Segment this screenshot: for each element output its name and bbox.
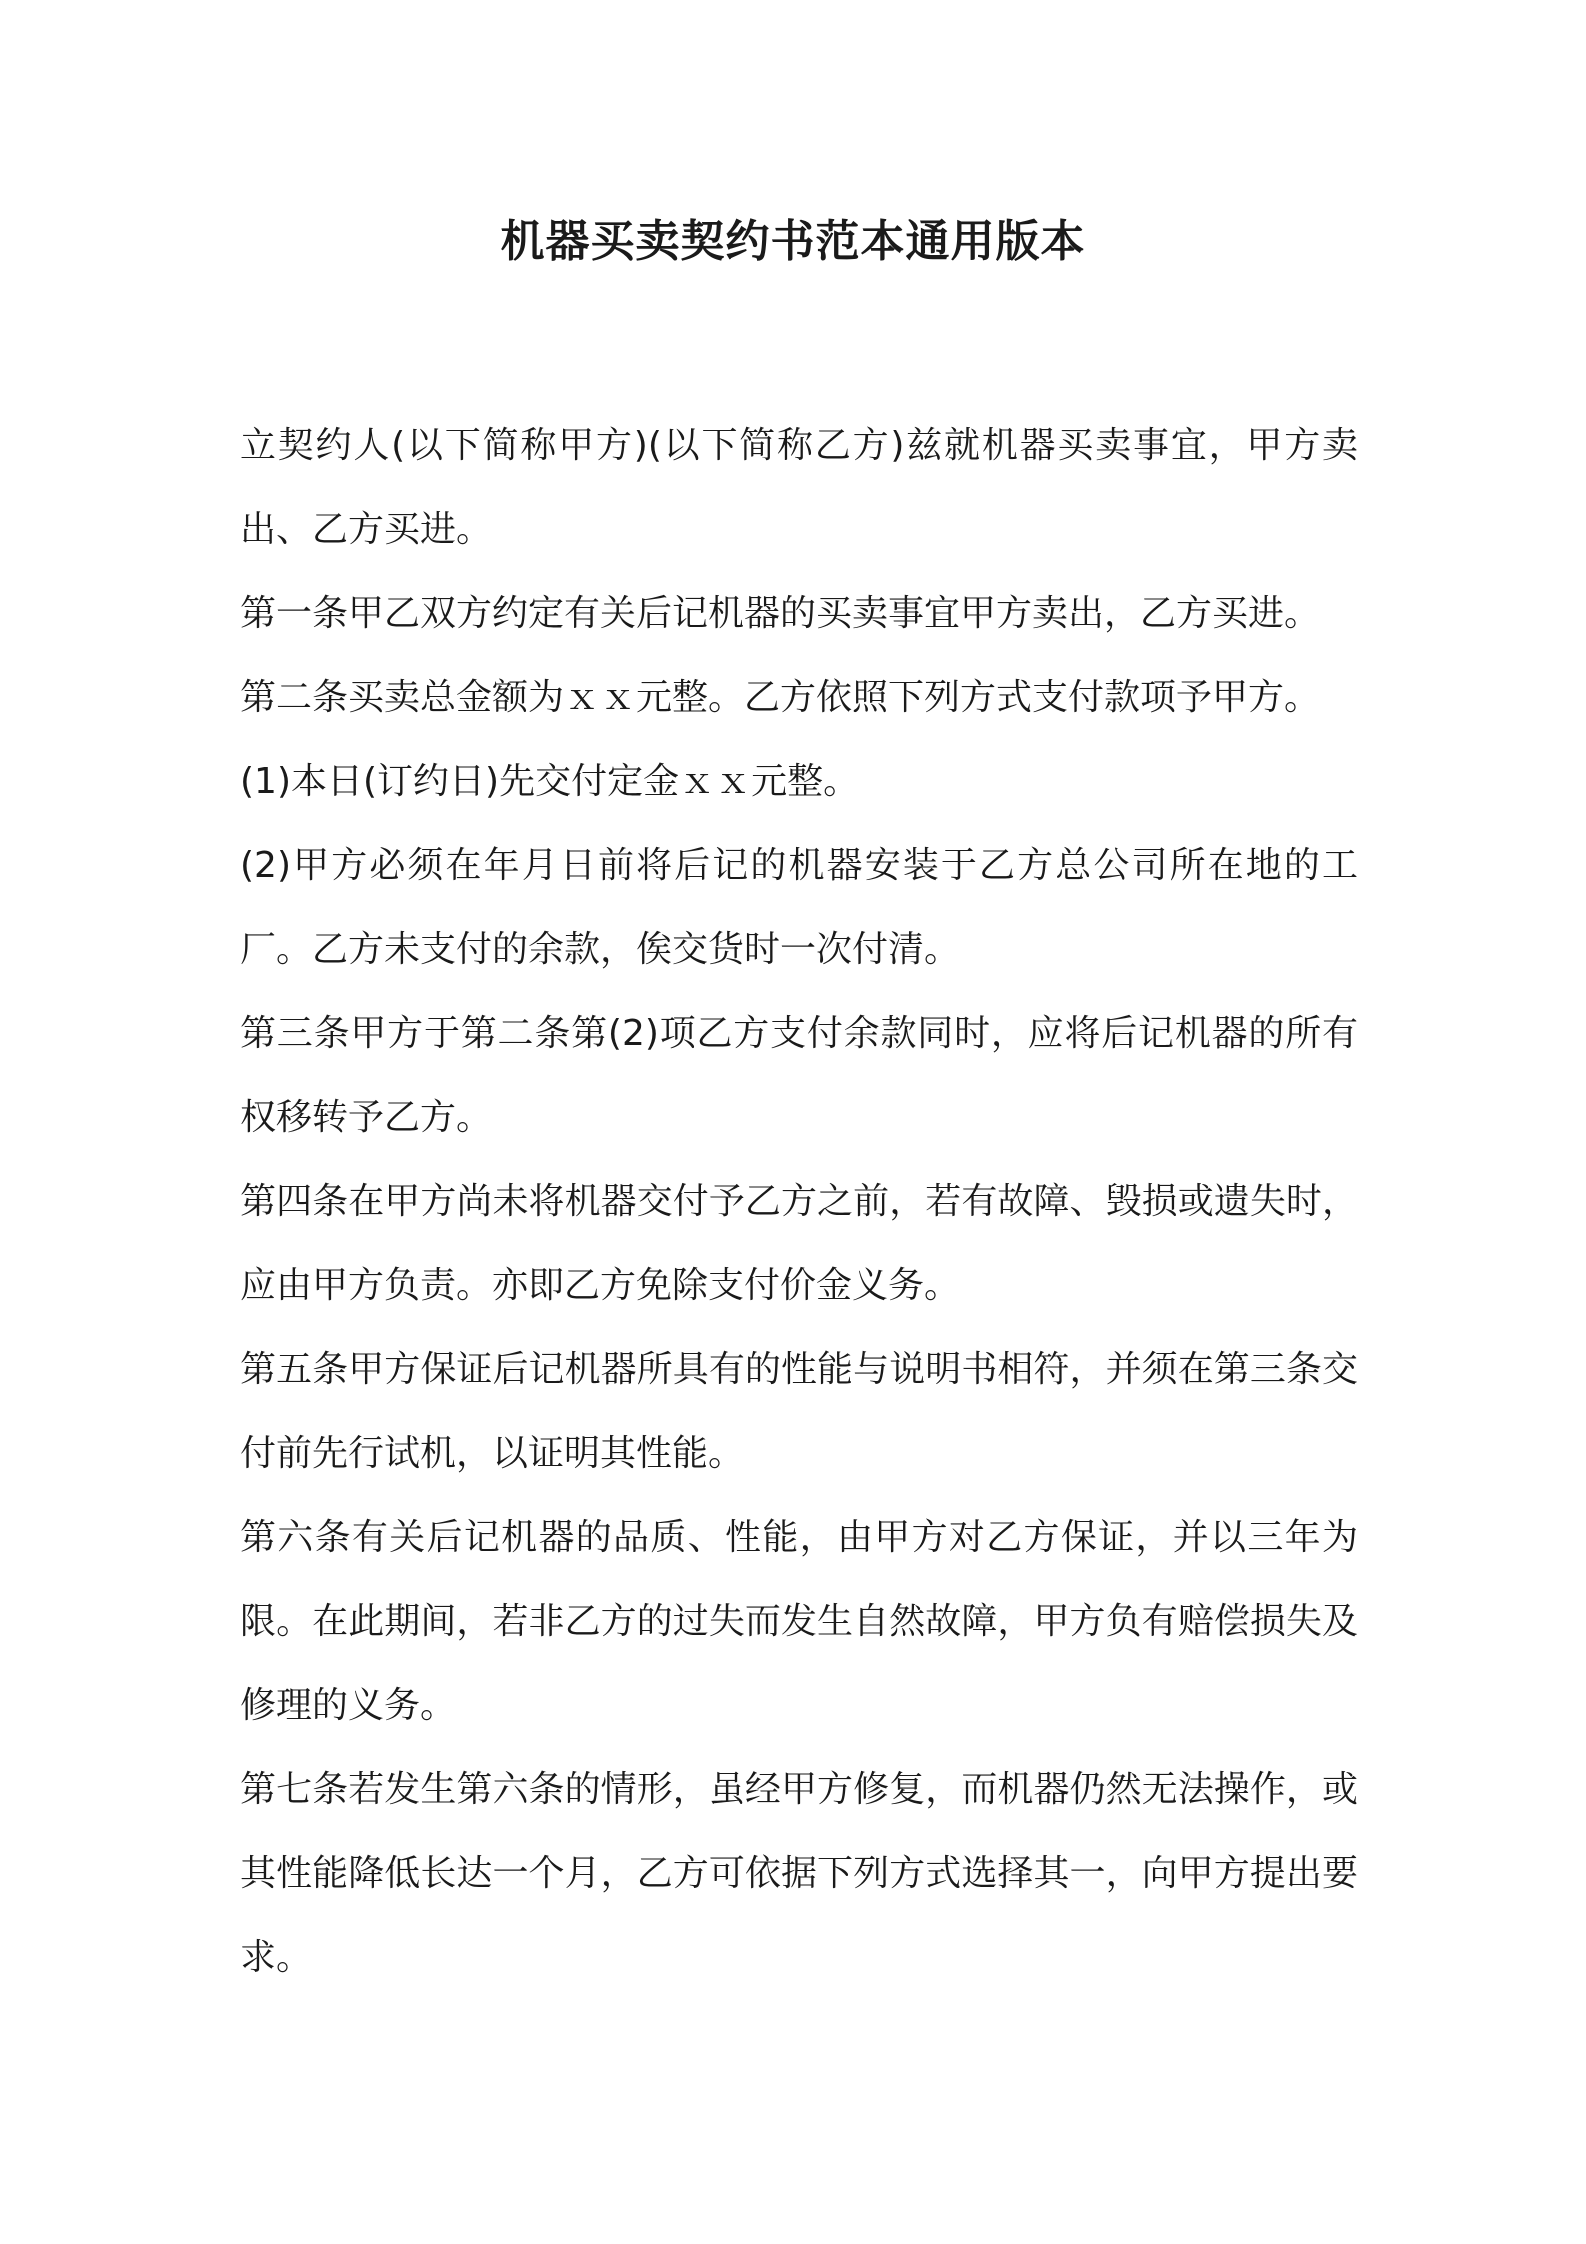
document-title: 机器买卖契约书范本通用版本	[500, 216, 1086, 267]
paragraph-article-2: 第二条买卖总金额为ｘｘ元整。乙方依照下列方式支付款项予甲方。	[240, 677, 1321, 718]
paragraph-article-5: 第五条甲方保证后记机器所具有的性能与说明书相符，并须在第三条交付前先行试机，以证明其性能。	[240, 1349, 1358, 1474]
document-body	[240, 404, 1358, 2000]
paragraph-article-7: 第七条若发生第六条的情形，虽经甲方修复，而机器仍然无法操作，或其性能降低长达一个月，乙方可依据下列方式选择其一，向甲方提出要求。	[240, 1769, 1358, 1978]
paragraph-intro: 立契约人(以下简称甲方)(以下简称乙方)兹就机器买卖事宜，甲方卖出、乙方买进。	[240, 425, 1358, 550]
paragraph-article-4: 第四条在甲方尚未将机器交付予乙方之前，若有故障、毁损或遗失时，应由甲方负责。亦即乙方免除支付价金义务。	[240, 1181, 1358, 1306]
paragraph-article-2-item-2: (2)甲方必须在年月日前将后记的机器安装于乙方总公司所在地的工厂。乙方未支付的余款，俟交货时一次付清。	[240, 845, 1358, 970]
paragraph-article-1: 第一条甲乙双方约定有关后记机器的买卖事宜甲方卖出，乙方买进。	[240, 593, 1321, 634]
paragraph-article-3: 第三条甲方于第二条第(2)项乙方支付余款同时，应将后记机器的所有权移转予乙方。	[240, 1013, 1358, 1138]
paragraph-article-2-item-1: (1)本日(订约日)先交付定金ｘｘ元整。	[240, 761, 860, 802]
paragraph-article-6: 第六条有关后记机器的品质、性能，由甲方对乙方保证，并以三年为限。在此期间，若非乙方的过失而发生自然故障，甲方负有赔偿损失及修理的义务。	[240, 1517, 1358, 1726]
